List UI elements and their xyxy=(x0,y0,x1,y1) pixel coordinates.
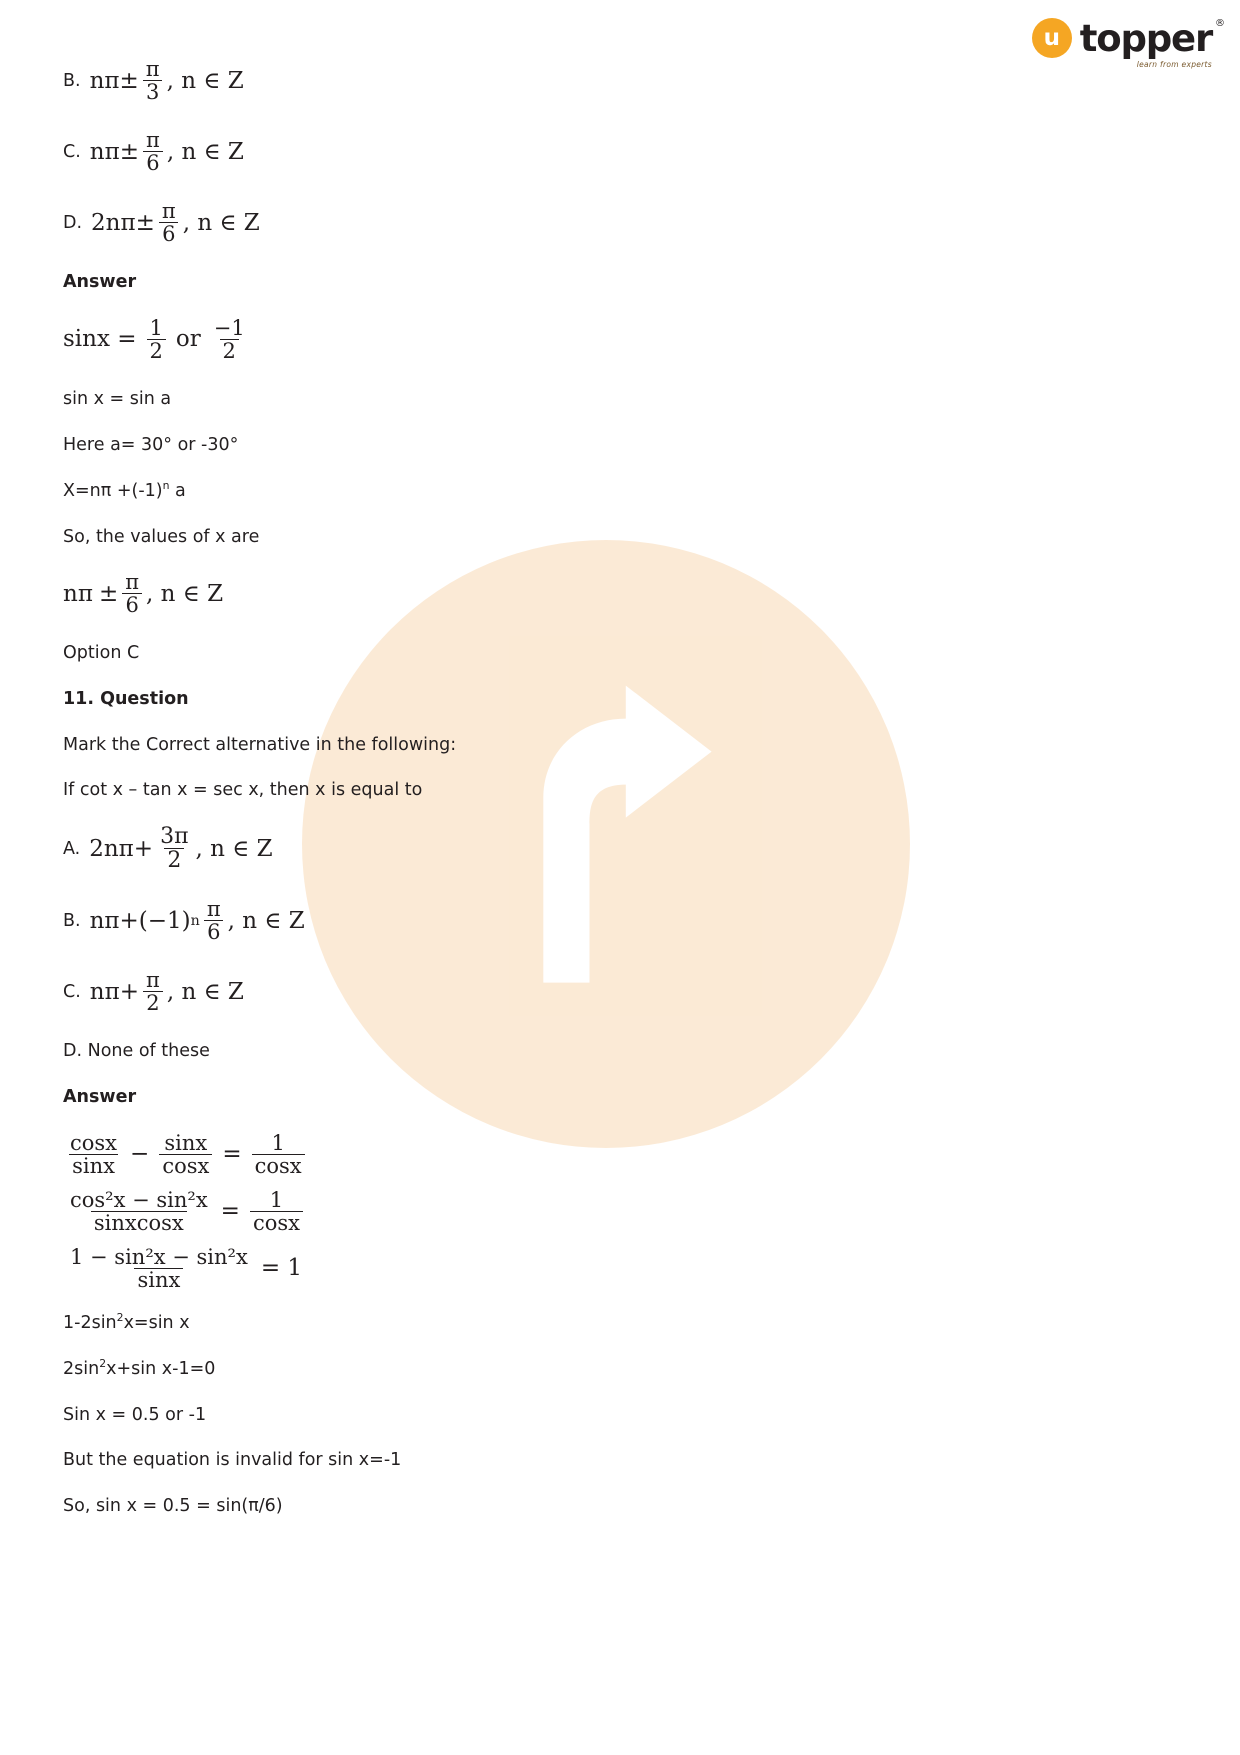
fraction-denominator: 3 xyxy=(143,80,162,103)
or-label: or xyxy=(175,326,201,353)
sinx-equals-label: sinx = xyxy=(63,326,137,353)
fraction-denominator: sinxcosx xyxy=(91,1211,187,1234)
fraction-denominator: 6 xyxy=(143,151,162,174)
fraction-cos2x-minus-sin2x-over-sinxcosx xyxy=(67,1189,211,1234)
line-here-a: Here a= 30° or -30° xyxy=(63,434,239,455)
fraction-denominator: 2 xyxy=(164,848,184,872)
option-label-d: D. xyxy=(63,212,83,233)
npi-symbol: nπ xyxy=(89,907,120,934)
n-in-z: , n ∈ Z xyxy=(166,67,244,94)
topper-logo-text xyxy=(1079,16,1225,69)
fraction-numerator: cosx xyxy=(70,1130,118,1155)
text-head: 2sin xyxy=(63,1359,100,1380)
n-in-z: , n ∈ Z xyxy=(182,209,260,236)
answer2-equation-3 xyxy=(63,1246,1063,1291)
fraction-denominator: 2 xyxy=(220,339,239,362)
answer2-equation-1 xyxy=(63,1132,1063,1177)
fraction-denominator: cosx xyxy=(252,1154,305,1177)
line-sin-x-0-5: Sin x = 0.5 or -1 xyxy=(63,1404,207,1425)
line-1-2sin2x xyxy=(63,1311,1063,1335)
fraction-one-minus-2sin2x-over-sinx xyxy=(67,1246,251,1291)
line-invalid-equation: But the equation is invalid for sin x=-1 xyxy=(63,1450,402,1471)
topper-logo-tagline: learn from experts xyxy=(1136,59,1212,69)
two-npi-symbol: 2nπ xyxy=(89,835,134,862)
fraction-one-over-cosx xyxy=(252,1132,305,1177)
answer2-expr-1 xyxy=(63,1132,309,1177)
line-mark-correct: Mark the Correct alternative in the following: xyxy=(63,734,457,755)
x-eq-head: X=nπ +(-1) xyxy=(63,481,163,502)
option-b-expression xyxy=(90,898,305,943)
n-in-z: , n ∈ Z xyxy=(195,835,273,862)
line-x-equals-npi xyxy=(63,479,1063,503)
option-c-expression xyxy=(90,969,244,1014)
fraction-numerator: π xyxy=(125,570,140,595)
text-tail: x+sin x-1=0 xyxy=(106,1359,216,1380)
fraction-pi-over-6 xyxy=(204,898,224,943)
fraction-numerator: −1 xyxy=(213,315,245,340)
fraction-denominator: 6 xyxy=(204,920,223,943)
option-label-c: C. xyxy=(63,141,81,162)
option-label-a: A. xyxy=(63,838,81,859)
fraction-denominator: sinx xyxy=(134,1268,183,1291)
n-in-z: , n ∈ Z xyxy=(166,138,244,165)
option-c-question-11 xyxy=(63,969,1063,1014)
plus-symbol: + xyxy=(119,978,140,1005)
n-in-z: , n ∈ Z xyxy=(146,580,224,607)
fraction-denominator: cosx xyxy=(250,1211,303,1234)
fraction-numerator: π xyxy=(145,57,160,81)
option-label-c: C. xyxy=(63,981,81,1002)
fraction-numerator: π xyxy=(146,128,160,153)
fraction-numerator: π xyxy=(161,199,176,224)
fraction-numerator: 1 xyxy=(269,1187,284,1212)
fraction-cosx-over-sinx xyxy=(67,1132,120,1177)
exponent-2: 2 xyxy=(99,1357,107,1371)
topper-logo xyxy=(1032,16,1225,69)
line-option-c: Option C xyxy=(63,643,140,664)
option-d-question-11: D. None of these xyxy=(63,1041,210,1062)
option-a-question-11 xyxy=(63,825,1063,872)
answer2-equation-2 xyxy=(63,1189,1063,1234)
registered-icon: ® xyxy=(1215,17,1225,29)
topper-logo-mark: u xyxy=(1032,18,1072,58)
n-in-z: , n ∈ Z xyxy=(227,907,305,934)
plusminus-symbol: ± xyxy=(119,67,139,94)
line-sin-x-sin-a: sin x = sin a xyxy=(63,389,172,409)
fraction-pi-over-3 xyxy=(143,58,163,103)
fraction-denominator: 2 xyxy=(143,991,162,1014)
option-c-expression xyxy=(90,129,244,174)
fraction-denominator: 2 xyxy=(147,339,166,362)
fraction-one-over-two xyxy=(147,317,166,362)
line-if-cot: If cot x – tan x = sec x, then x is equal to xyxy=(63,780,423,801)
document-content xyxy=(63,58,1063,1541)
option-b-first-question xyxy=(63,58,1063,103)
equals-symbol: = xyxy=(220,1198,240,1225)
answer-heading-1: Answer xyxy=(63,272,137,293)
option-label-b: B. xyxy=(63,910,81,931)
exponent-2: 2 xyxy=(116,1310,124,1324)
plus-symbol: + xyxy=(133,835,154,862)
result-expression xyxy=(63,571,223,616)
npi-symbol: nπ xyxy=(89,138,120,165)
text-tail: x=sin x xyxy=(123,1312,190,1333)
fraction-numerator: 1 xyxy=(149,315,163,340)
fraction-numerator: 1 − sin²x − sin²x xyxy=(70,1244,248,1269)
topper-logo-word: topper xyxy=(1079,16,1212,60)
option-d-expression xyxy=(91,200,260,245)
fraction-numerator: π xyxy=(206,897,221,922)
fraction-denominator: sinx xyxy=(69,1154,118,1177)
plusminus-symbol: ± xyxy=(119,138,140,165)
minus-one-base: (−1) xyxy=(138,907,191,934)
x-eq-exponent: n xyxy=(162,479,170,493)
fraction-denominator: cosx xyxy=(159,1154,212,1177)
equals-one: = 1 xyxy=(260,1255,303,1282)
exponent-n: n xyxy=(190,912,200,929)
fraction-denominator: 6 xyxy=(122,593,141,616)
line-so-values: So, the values of x are xyxy=(63,526,260,547)
text-head: 1-2sin xyxy=(63,1312,117,1333)
fraction-numerator: π xyxy=(146,968,160,993)
plusminus-symbol: ± xyxy=(98,580,119,607)
n-in-z: , n ∈ Z xyxy=(166,978,244,1005)
npi-symbol: nπ xyxy=(89,67,120,94)
question-11-heading: 11. Question xyxy=(63,689,189,710)
fraction-numerator: 1 xyxy=(271,1130,285,1155)
answer2-expr-2 xyxy=(63,1189,307,1234)
x-eq-tail: a xyxy=(169,481,186,502)
option-label-b: B. xyxy=(63,70,81,91)
option-c-first-question xyxy=(63,129,1063,174)
fraction-pi-over-2 xyxy=(143,969,163,1014)
plusminus-symbol: ± xyxy=(135,209,155,236)
fraction-pi-over-6 xyxy=(143,129,163,174)
fraction-negative-one-over-two xyxy=(211,317,248,362)
fraction-one-over-cosx xyxy=(250,1189,303,1234)
fraction-numerator: 3π xyxy=(160,823,189,849)
minus-symbol: − xyxy=(130,1141,150,1168)
option-b-question-11 xyxy=(63,898,1063,943)
plus-symbol: + xyxy=(119,907,139,934)
answer-heading-2: Answer xyxy=(63,1086,137,1107)
line-2sin2x-plus-sinx xyxy=(63,1357,1063,1381)
fraction-denominator: 6 xyxy=(159,222,178,245)
equals-symbol: = xyxy=(222,1141,242,1168)
option-d-first-question xyxy=(63,200,1063,245)
fraction-sinx-over-cosx xyxy=(159,1132,212,1177)
sinx-equals-expression xyxy=(63,317,252,362)
npi-symbol: nπ xyxy=(89,978,120,1005)
fraction-numerator: sinx xyxy=(164,1130,208,1155)
option-a-expression xyxy=(89,825,272,872)
answer1-result-expression xyxy=(63,571,1063,616)
answer1-equation-sinx xyxy=(63,317,1063,362)
two-npi-symbol: 2nπ xyxy=(91,209,136,236)
fraction-3pi-over-2 xyxy=(157,825,191,872)
fraction-pi-over-6 xyxy=(122,571,142,616)
fraction-pi-over-6 xyxy=(159,200,179,245)
answer2-expr-3 xyxy=(63,1246,302,1291)
fraction-numerator: cos²x − sin²x xyxy=(70,1187,208,1212)
option-b-expression xyxy=(90,58,244,103)
line-so-sin-x: So, sin x = 0.5 = sin(π/6) xyxy=(63,1495,283,1516)
npi-symbol: nπ xyxy=(63,580,93,607)
